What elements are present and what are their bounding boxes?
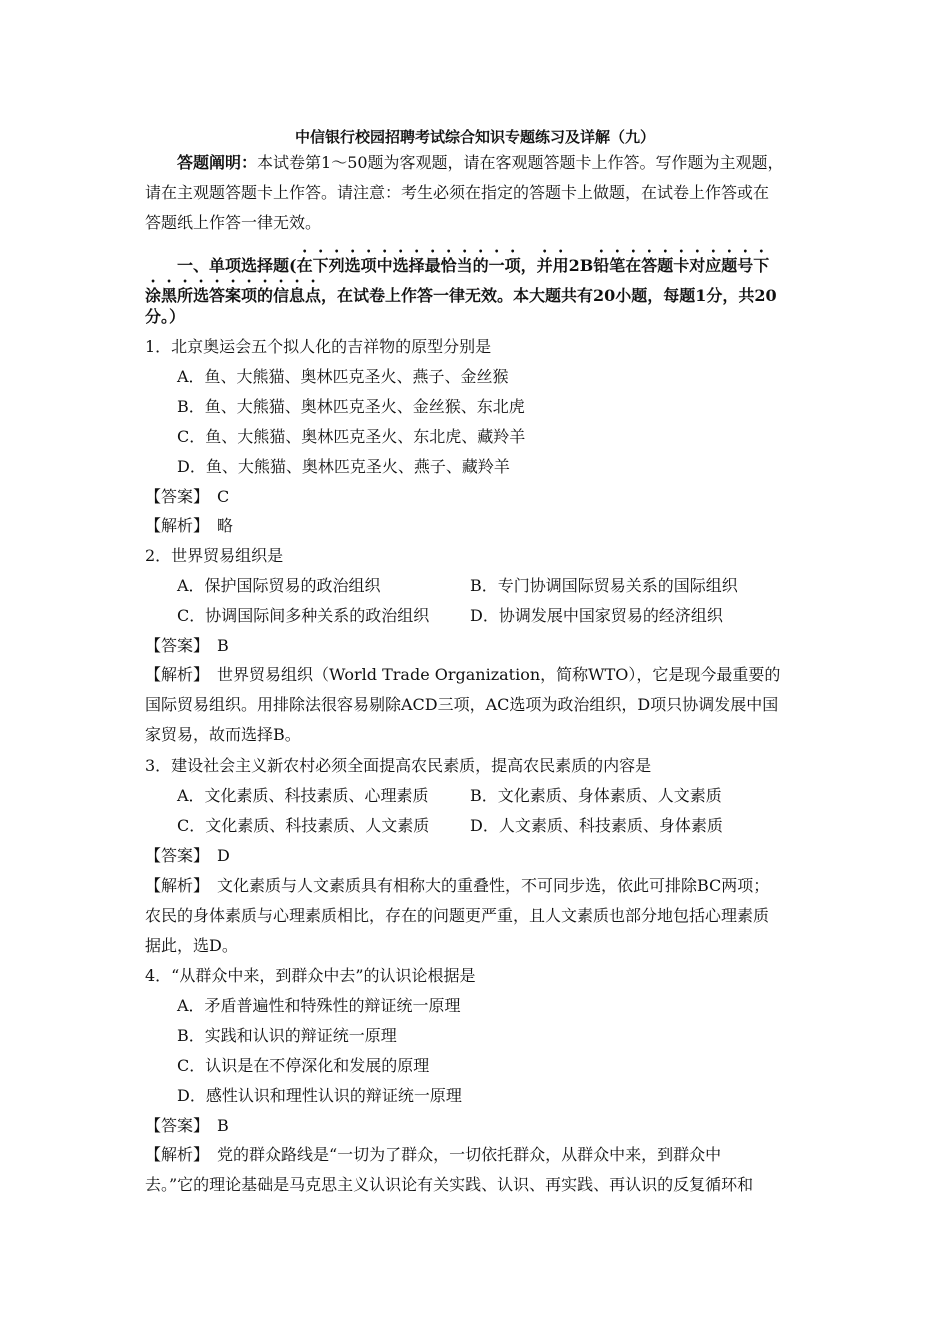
- intro-line-2: 请在主观题答题卡上作答。请注意：考生必须在指定的答题卡上做题，在试卷上作答或在: [145, 183, 770, 202]
- section-mid: 2B: [568, 256, 594, 275]
- q1-stem: 1．北京奥运会五个拟人化的吉祥物的原型分别是: [145, 337, 492, 356]
- q3-stem: 3．建设社会主义新农村必须全面提高农民素质，提高农民素质的内容是: [145, 756, 652, 775]
- q2-option-c: C．协调国际间多种关系的政治组织: [177, 606, 430, 625]
- intro-line-1: [177, 152, 784, 174]
- q3-option-b: B．文化素质、身体素质、人文素质: [470, 786, 722, 805]
- q2-answer: 【答案】 B: [145, 636, 229, 655]
- q3-option-a: A．文化素质、科技素质、心理素质: [177, 786, 429, 805]
- q2-option-b: B．专门协调国际贸易关系的国际组织: [470, 576, 738, 595]
- q4-option-d: D．感性认识和理性认识的辩证统一原理: [177, 1086, 462, 1105]
- q1-option-c: C．鱼、大熊猫、奥林匹克圣火、东北虎、藏羚羊: [177, 427, 526, 446]
- section-heading-line-3: 分。）: [145, 307, 186, 326]
- q4-option-c: C．认识是在不停深化和发展的原理: [177, 1056, 430, 1075]
- q3-analysis-2: 农民的身体素质与心理素质相比，存在的问题更严重，且人文素质也部分地包括心理素质: [145, 906, 770, 925]
- q3-option-d: D．人文素质、科技素质、身体素质: [470, 816, 723, 835]
- section-dotted-1: (在下列选项中选择最恰当的一项，并用: [289, 256, 569, 275]
- section-heading-line-1: [177, 246, 769, 277]
- section-dotted-1b: 铅笔在答题卡对应题号下: [593, 256, 770, 275]
- q1-option-b: B．鱼、大熊猫、奥林匹克圣火、金丝猴、东北虎: [177, 397, 525, 416]
- q4-analysis-1: 【解析】 党的群众路线是“一切为了群众，一切依托群众，从群众中来，到群众中: [145, 1145, 722, 1164]
- section-head: 一、单项选择题: [177, 256, 290, 275]
- q2-analysis-3: 家贸易，故而选择B。: [145, 725, 301, 744]
- section-text-2: ，在试卷上作答一律无效。本大题共有20小题，每题1分，共20: [321, 286, 777, 305]
- q2-stem: 2．世界贸易组织是: [145, 546, 284, 565]
- q2-analysis-2: 国际贸易组织。用排除法很容易剔除ACD三项，AC选项为政治组织，D项只协调发展中国: [145, 695, 779, 714]
- q3-analysis-1: 【解析】 文化素质与人文素质具有相称大的重叠性，不可同步选，依此可排除BC两项；: [145, 876, 770, 895]
- q2-option-a: A．保护国际贸易的政治组织: [177, 576, 381, 595]
- q4-answer: 【答案】 B: [145, 1116, 229, 1135]
- intro-line-3: 答题纸上作答一律无效。: [145, 213, 322, 232]
- q1-answer: 【答案】 C: [145, 487, 230, 506]
- q4-stem: 4．“从群众中来，到群众中去”的认识论根据是: [145, 966, 476, 985]
- q3-answer: 【答案】 D: [145, 846, 230, 865]
- q3-option-c: C．文化素质、科技素质、人文素质: [177, 816, 430, 835]
- intro-text-1: 本试卷第1～50题为客观题，请在客观题答题卡上作答。写作题为主观题，: [257, 153, 784, 172]
- q3-analysis-3: 据此，选D。: [145, 936, 238, 955]
- q4-analysis-2: 去。”它的理论基础是马克思主义认识论有关实践、认识、再实践、再认识的反复循环和: [145, 1175, 754, 1194]
- q1-analysis: 【解析】 略: [145, 516, 234, 535]
- intro-label: 答题阐明：: [177, 153, 258, 172]
- q1-option-a: A．鱼、大熊猫、奥林匹克圣火、燕子、金丝猴: [177, 367, 509, 386]
- q1-option-d: D．鱼、大熊猫、奥林匹克圣火、燕子、藏羚羊: [177, 457, 510, 476]
- section-heading-line-2: [145, 276, 777, 307]
- q4-option-a: A．矛盾普遍性和特殊性的辩证统一原理: [177, 996, 461, 1015]
- q4-option-b: B．实践和认识的辩证统一原理: [177, 1026, 397, 1045]
- q2-option-d: D．协调发展中国家贸易的经济组织: [470, 606, 723, 625]
- q2-analysis-1: 【解析】 世界贸易组织（World Trade Organization，简称WTO），它是现今最重要的: [145, 665, 781, 684]
- section-dotted-2: 涂黑所选答案项的信息点: [145, 286, 322, 305]
- document-title: 中信银行校园招聘考试综合知识专题练习及详解（九）: [294, 128, 655, 146]
